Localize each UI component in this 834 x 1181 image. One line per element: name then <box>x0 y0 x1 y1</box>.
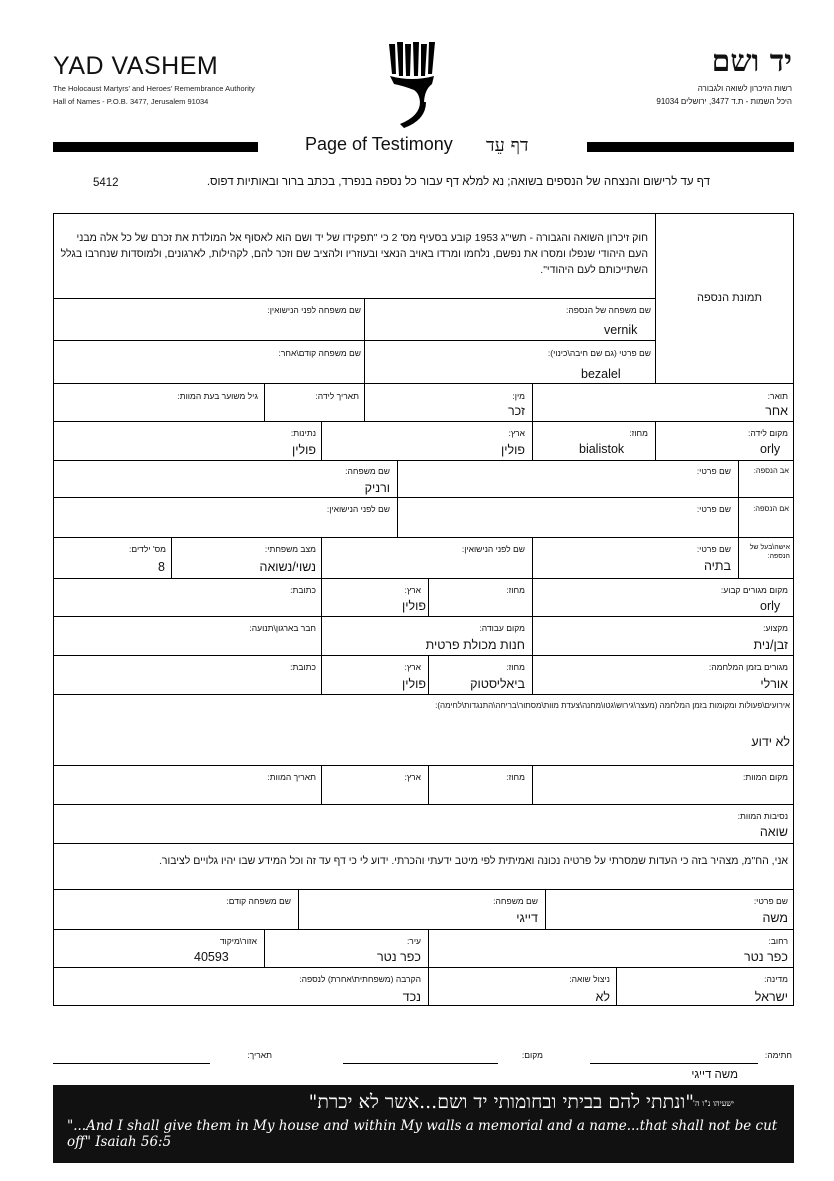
banner-quote-he: "ונתתי להם בביתי ובחומותי יד ושם...אשר לא יכרת" <box>308 1091 694 1113</box>
signed-name: משה דייגי <box>691 1069 738 1081</box>
banner-quote-en: "...And I shall give them in My house and within My walls a memorial and a name...that shall not be cut off" Isaiah 56:5 <box>67 1118 778 1150</box>
mother-maiden-name-field[interactable] <box>54 517 396 535</box>
victim-country-field[interactable]: פולין <box>501 443 525 457</box>
spouse-maiden-name-label: שם לפני הנישואין: <box>461 544 525 554</box>
survivor-field[interactable]: לא <box>595 990 610 1004</box>
victim-nationality-field[interactable]: פולין <box>292 443 316 457</box>
marital-status-field[interactable]: נשוי/נשואה <box>259 560 316 574</box>
victim-birth-date-field[interactable] <box>265 403 363 419</box>
profession-label: מקצוע: <box>763 623 788 633</box>
residence-district-label: מחוז: <box>506 585 525 595</box>
mother-label: אם הנספה: <box>753 504 789 513</box>
victim-maiden-name-field[interactable] <box>54 318 362 338</box>
spouse-first-name-label: שם פרטי: <box>696 544 731 554</box>
org-address-en: Hall of Names - P.O.B. 3477, Jerusalem 91034 <box>53 97 209 106</box>
survivor-label: ניצול שואה: <box>569 974 610 984</box>
father-first-name-label: שם פרטי: <box>696 466 731 476</box>
residence-address-label: כתובת: <box>290 585 316 595</box>
submitter-last-name-label: שם משפחה: <box>493 896 538 906</box>
children-count-label: מס' ילדים: <box>129 544 166 554</box>
victim-age-label: גיל משוער בעת המוות: <box>177 391 258 401</box>
relation-label: הקרבה (משפחתית\אחרת) לנספה: <box>299 974 421 984</box>
org-subtitle-en: The Holocaust Martyrs' and Heroes' Remembrance Authority <box>53 84 255 93</box>
children-count-field[interactable]: 8 <box>158 560 165 574</box>
victim-birth-date-label: תאריך לידה: <box>315 391 359 401</box>
org-address-he: היכל השמות - ת.ד 3477, ירושלים 91034 <box>656 97 792 106</box>
submitter-first-name-label: שם פרטי: <box>753 896 788 906</box>
relation-field[interactable]: נכד <box>402 990 421 1004</box>
sign-date-label: תאריך: <box>247 1050 272 1060</box>
victim-country-label: ארץ: <box>508 428 525 438</box>
sign-place-line[interactable] <box>343 1063 498 1064</box>
victim-prev-last-name-field[interactable] <box>54 361 362 381</box>
war-address-label: כתובת: <box>290 662 316 672</box>
death-place-field[interactable] <box>533 784 792 802</box>
war-events-label: אירועים\פעולות ומקומות בזמן המלחמה (מעצר\גירוש\גטו\מחנה\צעדת מוות\מסתור\בריחה\התנגדות\לחימה): <box>435 701 790 710</box>
signature-label: חתימה: <box>764 1050 792 1060</box>
title-bar-left <box>53 142 258 152</box>
org-name-en: YAD VASHEM <box>53 52 219 80</box>
victim-prev-last-name-label: שם משפחה קודם\אחר: <box>278 348 361 358</box>
spouse-label: אישה\בעל של הנספה: <box>749 544 790 560</box>
death-district-label: מחוז: <box>506 772 525 782</box>
instructions: דף עד לרישום והנצחה של הנספים בשואה; נא למלא דף עבור כל נספה בנפרד, בכתב ברור ובאותיות דפוס. <box>206 176 710 188</box>
victim-title-label: תואר: <box>767 391 788 401</box>
victim-gender-field[interactable]: זכר <box>507 404 525 418</box>
org-name-he: יד ושם <box>711 44 792 79</box>
victim-last-name-label: שם משפחה של הנספה: <box>565 305 651 315</box>
residence-country-field[interactable]: פולין <box>402 599 426 613</box>
residence-country-label: ארץ: <box>404 585 421 595</box>
submitter-first-name-field[interactable]: משה <box>762 911 788 925</box>
page-title-en: Page of Testimony <box>305 134 453 154</box>
death-country-label: ארץ: <box>404 772 421 782</box>
mother-first-name-label: שם פרטי: <box>696 504 731 514</box>
father-first-name-field[interactable] <box>398 478 736 495</box>
submitter-zip-field[interactable]: 40593 <box>194 950 229 964</box>
org-subtitle-he: רשות הזיכרון לשואה ולגבורה <box>697 84 792 93</box>
residence-place-field[interactable]: orly <box>760 599 781 613</box>
residence-address-field[interactable] <box>54 597 319 614</box>
death-circumstances-field[interactable]: שואה <box>759 825 788 839</box>
death-date-label: תאריך המוות: <box>267 772 316 782</box>
victim-district-field[interactable]: bialistok <box>579 442 625 456</box>
declaration-text: אני, הח"מ, מצהיר בזה כי העדות שמסרתי על פרטיה נכונה ואמיתית לפי מיטב ידעתי והכרתי. ידוע לי כי דף עד זה וכל המידע שבו יהיו גלויים לציבור. <box>158 855 788 867</box>
spouse-maiden-name-field[interactable] <box>322 556 530 576</box>
victim-first-name-field[interactable]: bezalel <box>581 367 621 381</box>
victim-photo-area[interactable] <box>656 305 793 382</box>
father-last-name-label: שם משפחה: <box>345 466 390 476</box>
death-district-field[interactable] <box>429 784 530 802</box>
submitter-street-field[interactable]: כפר נטר <box>743 950 788 964</box>
victim-age-field[interactable] <box>54 403 262 419</box>
form-number: 5412 <box>93 177 119 189</box>
banner-source-he: ישעיהו נ"ו ה' <box>692 1099 734 1108</box>
victim-last-name-field[interactable]: vernik <box>604 323 638 337</box>
death-date-field[interactable] <box>54 784 319 802</box>
war-country-label: ארץ: <box>404 662 421 672</box>
mother-maiden-name-label: שם לפני הנישואין: <box>326 504 390 514</box>
signature-line[interactable] <box>590 1063 758 1064</box>
war-district-field[interactable]: ביאליסטוק <box>470 677 525 691</box>
victim-birthplace-label: מקום לידה: <box>747 428 788 438</box>
war-residence-field[interactable]: אורלי <box>760 677 788 691</box>
organization-member-field[interactable] <box>54 635 319 653</box>
victim-nationality-label: נתינות: <box>290 428 316 438</box>
marital-status-label: מצב משפחתי: <box>264 544 316 554</box>
residence-place-label: מקום מגורים קבוע: <box>720 585 788 595</box>
residence-district-field[interactable] <box>429 597 530 614</box>
quote-banner <box>53 1085 794 1163</box>
page-title-he: דף עֵד <box>486 135 529 156</box>
war-address-field[interactable] <box>54 674 319 692</box>
victim-birthplace-field[interactable]: orly <box>760 442 781 456</box>
workplace-field[interactable]: חנות מכולת פרטית <box>425 638 525 652</box>
submitter-country-label: מדינה: <box>764 974 788 984</box>
sign-date-line[interactable] <box>53 1063 210 1064</box>
death-place-label: מקום המוות: <box>743 772 788 782</box>
title-bar-right <box>587 142 794 152</box>
law-text: חוק זיכרון השואה והגבורה - תשי"ג 1953 קובע בסעיף מס' 2 כי "תפקידו של יד ושם הוא לאסוף אל המולדת את זכרם של כל אלה מבני העם היהודי שנפלו ומסרו את נפשם, נלחמו ומרדו באויב הנאצי ובעוזריו ולהציב שם וזכר להם, לקהילות, לארגונים, ולמוסדות שנחרבו בגלל השתייכותם לעם היהודי". <box>60 232 648 276</box>
victim-title-field[interactable]: אחר <box>765 404 788 418</box>
victim-first-name-label: שם פרטי (גם שם חיבה\כינוי): <box>547 348 651 358</box>
death-country-field[interactable] <box>322 784 426 802</box>
victim-maiden-name-label: שם משפחה לפני הנישואין: <box>267 305 361 315</box>
death-circumstances-label: נסיבות המוות: <box>737 811 788 821</box>
submitter-prev-name-label: שם משפחה קודם: <box>226 896 291 906</box>
organization-member-label: חבר בארגון\תנועה: <box>249 623 316 633</box>
submitter-street-label: רחוב: <box>768 936 788 946</box>
victim-district-label: מחוז: <box>629 428 648 438</box>
war-country-field[interactable]: פולין <box>402 677 426 691</box>
war-residence-label: מגורים בזמן המלחמה: <box>708 662 788 672</box>
submitter-zip-label: אזור\מיקוד <box>219 936 257 946</box>
victim-gender-label: מין: <box>512 391 525 401</box>
photo-label: תמונת הנספה <box>697 292 762 304</box>
submitter-last-name-field[interactable]: דייגי <box>516 911 538 925</box>
submitter-city-field[interactable]: כפר נטר <box>376 950 421 964</box>
war-events-field[interactable]: לא ידוע <box>751 735 790 749</box>
workplace-label: מקום עבודה: <box>479 623 525 633</box>
mother-first-name-field[interactable] <box>398 517 736 535</box>
war-district-label: מחוז: <box>506 662 525 672</box>
father-label: אב הנספה: <box>753 466 789 475</box>
profession-field[interactable]: זבן/נית <box>753 638 788 652</box>
sign-place-label: מקום: <box>521 1050 543 1060</box>
submitter-prev-name-field[interactable] <box>54 908 296 927</box>
spouse-first-name-field[interactable]: בתיה <box>703 559 731 573</box>
yad-vashem-logo <box>386 42 438 128</box>
submitter-country-field[interactable]: ישראל <box>754 990 788 1004</box>
father-last-name-field[interactable]: ורניק <box>364 481 390 495</box>
submitter-city-label: עיר: <box>406 936 421 946</box>
